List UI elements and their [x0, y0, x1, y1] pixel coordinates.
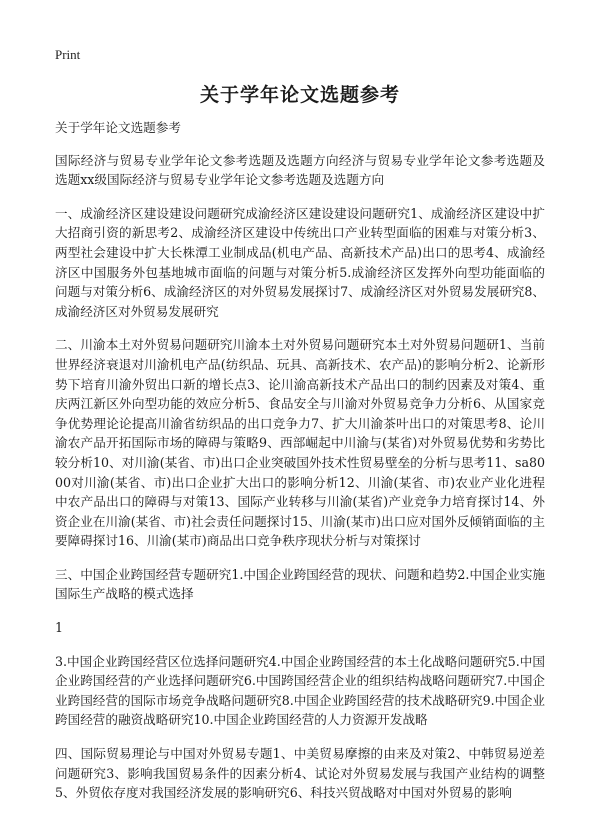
intro-paragraph: 国际经济与贸易专业学年论文参考选题及选题方向经济与贸易专业学年论文参考选题及选题xx级国际经济与贸易专业学年论文参考选题及选题方向 [55, 152, 545, 188]
print-label: Print [55, 47, 81, 62]
section-3-paragraph: 三、中国企业跨国经营专题研究1.中国企业跨国经营的现状、问题和趋势2.中国企业实施国际生产战略的模式选择 [55, 566, 546, 602]
document-body [55, 118, 545, 817]
section-2-paragraph: 二、川渝本土对外贸易问题研究川渝本土对外贸易问题研究本土对外贸易问题研1、当前世界经济衰退对川渝机电产品(纺织品、玩具、高新技术、农产品)的影响分析2、论新形势下培育川渝外贸出口新的增长点3、论川渝高新技术产品出口的制约因素及对策4、重庆两江新区外向型功能的效应分析5、食品安全与川渝对外贸易竞争力分析6、从国家竞争优势理论论提高川渝省纺织品的出口竞争力7、扩大川渝茶叶出口的对策思考8、论川渝农产品开拓国际市场的障碍与策略9、西部崛起中川渝与(某省)对外贸易优势和劣势比较分析10、对川渝(某省、市)出口企业突破国外技术性贸易壁垒的分析与思考11、sa8000对川渝(某省、市)出口企业扩大出口的影响分析12、川渝(某省、市)农业产业化进程中农产品出口的障碍与对策13、国际产业转移与川渝(某省)产业竞争力培育探讨14、外资企业在川渝(某省、市)社会责任问题探讨15、川渝(某市)出口应对国外反倾销面临的主要障碍探讨16、川渝(某市)商品出口竞争秩序现状分析与对策探讨 [55, 337, 545, 549]
document-subtitle: 关于学年论文选题参考 [55, 120, 181, 135]
document-title: 关于学年论文选题参考 [199, 84, 400, 106]
section-4-paragraph: 四、国际贸易理论与中国对外贸易专题1、中美贸易摩擦的由来及对策2、中韩贸易逆差问题研究3、影响我国贸易条件的因素分析4、试论对外贸易发展与我国产业结构的调整5、外贸依存度对我国经济发展的影响研究6、科技兴贸战略对中国对外贸易的影响 [55, 746, 545, 801]
page-number: 1 [55, 620, 64, 636]
section-1-paragraph: 一、成渝经济区建设建设问题研究成渝经济区建设建设问题研究1、成渝经济区建设中扩大招商引资的新思考2、成渝经济区建设中传统出口产业转型面临的困难与对策分析3、两型社会建设中扩大长株潭工业制成品(机电产品、高新技术产品)出口的思考4、成渝经济区中国服务外包基地城市面临的问题与对策分析5.成渝经济区发挥外向型功能面临的问题与对策分析6、成渝经济区的对外贸易发展探讨7、成渝经济区对外贸易发展研究8、成渝经济区对外贸易发展研究 [55, 205, 546, 319]
section-3-continued-paragraph: 3.中国企业跨国经营区位选择问题研究4.中国企业跨国经营的本土化战略问题研究5.中国企业跨国经营的产业选择问题研究6.中国跨国经营企业的组织结构战略问题研究7.中国企业跨国经营的国际市场竞争战略问题研究8.中国企业跨国经营的技术战略研究9.中国企业跨国经营的融资战略研究10.中国企业跨国经营的人力资源开发战略 [55, 653, 546, 728]
